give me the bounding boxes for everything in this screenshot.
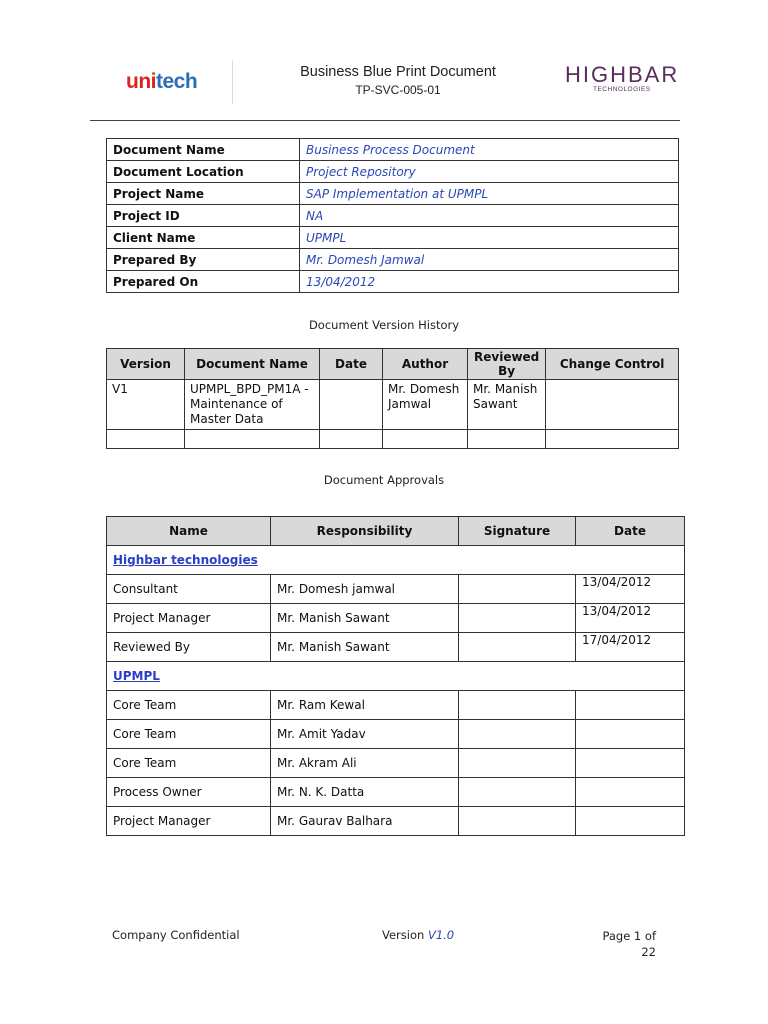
approver-name: Mr. Gaurav Balhara <box>271 807 459 836</box>
empty-cell <box>546 430 679 449</box>
group-link-upmpl[interactable]: UPMPL <box>107 662 685 691</box>
approver-name: Mr. Amit Yadav <box>271 720 459 749</box>
empty-cell <box>107 430 185 449</box>
author-line: Mr. Domesh <box>388 382 460 396</box>
approver-name: Mr. Domesh jamwal <box>271 575 459 604</box>
empty-row <box>107 430 679 449</box>
approver-role: Project Manager <box>107 807 271 836</box>
info-value: Project Repository <box>300 161 679 183</box>
group-link-highbar[interactable]: Highbar technologies <box>107 546 685 575</box>
approval-date <box>576 720 685 749</box>
document-name-line: Master Data <box>190 412 264 426</box>
footer-version <box>382 928 454 942</box>
reviewer-line: Sawant <box>473 397 518 411</box>
highbar-logo-tagline: TECHNOLOGIES <box>593 86 651 93</box>
version-cell: V1 <box>107 380 185 430</box>
info-row <box>107 183 679 205</box>
approver-role: Process Owner <box>107 778 271 807</box>
signature-cell <box>459 633 576 662</box>
version-history-table <box>106 348 679 449</box>
highbar-logo <box>565 62 680 100</box>
version-row <box>107 380 679 430</box>
footer-version-value: V1.0 <box>427 928 455 942</box>
approver-name: Mr. Manish Sawant <box>271 633 459 662</box>
reviewer-line: Mr. Manish <box>473 382 538 396</box>
document-title: Business Blue Print Document <box>300 64 496 80</box>
approval-date <box>576 691 685 720</box>
header-divider <box>90 120 680 121</box>
document-info-table <box>106 138 679 293</box>
col-header-reviewed-by: Reviewed By <box>468 349 546 380</box>
info-value: UPMPL <box>300 227 679 249</box>
signature-cell <box>459 604 576 633</box>
info-key: Document Name <box>107 139 300 161</box>
group-row <box>107 546 685 575</box>
col-header-responsibility: Responsibility <box>271 517 459 546</box>
info-row <box>107 227 679 249</box>
document-name-cell <box>185 380 320 430</box>
approval-row <box>107 720 685 749</box>
col-header-document-name: Document Name <box>185 349 320 380</box>
empty-cell <box>320 430 383 449</box>
reviewer-cell <box>468 380 546 430</box>
info-row <box>107 205 679 227</box>
signature-cell <box>459 575 576 604</box>
info-value: Business Process Document <box>300 139 679 161</box>
approval-date <box>576 749 685 778</box>
footer-page-line: Page 1 of <box>602 929 656 943</box>
col-header-name: Name <box>107 517 271 546</box>
approval-row <box>107 749 685 778</box>
approvals-table <box>106 516 685 836</box>
unitech-logo <box>108 60 233 104</box>
info-key: Prepared By <box>107 249 300 271</box>
approval-date: 13/04/2012 <box>576 575 685 604</box>
approval-date <box>576 807 685 836</box>
date-cell <box>320 380 383 430</box>
approvals-caption: Document Approvals <box>323 473 445 487</box>
info-value: Mr. Domesh Jamwal <box>300 249 679 271</box>
footer-page-line: 22 <box>641 945 656 959</box>
change-control-cell <box>546 380 679 430</box>
info-value: NA <box>300 205 679 227</box>
version-header-row <box>107 349 679 380</box>
info-key: Client Name <box>107 227 300 249</box>
approver-role: Project Manager <box>107 604 271 633</box>
info-row <box>107 139 679 161</box>
approver-name: Mr. N. K. Datta <box>271 778 459 807</box>
approval-date <box>576 778 685 807</box>
col-header-date: Date <box>576 517 685 546</box>
author-line: Jamwal <box>388 397 432 411</box>
highbar-logo-name: HIGHBAR <box>565 62 680 87</box>
approver-name: Mr. Manish Sawant <box>271 604 459 633</box>
info-value: 13/04/2012 <box>300 271 679 293</box>
empty-cell <box>468 430 546 449</box>
info-value: SAP Implementation at UPMPL <box>300 183 679 205</box>
document-name-line: Maintenance of <box>190 397 283 411</box>
logo-part-uni: uni <box>126 70 156 93</box>
approval-date: 17/04/2012 <box>576 633 685 662</box>
info-key: Document Location <box>107 161 300 183</box>
signature-cell <box>459 720 576 749</box>
approvals-header-row <box>107 517 685 546</box>
approver-role: Core Team <box>107 720 271 749</box>
approver-role: Core Team <box>107 749 271 778</box>
col-header-author: Author <box>383 349 468 380</box>
footer-confidential: Company Confidential <box>112 928 240 942</box>
document-code: TP-SVC-005-01 <box>355 83 441 97</box>
footer-page-number <box>590 928 656 960</box>
approval-row <box>107 778 685 807</box>
approver-role: Core Team <box>107 691 271 720</box>
approval-row <box>107 633 685 662</box>
approval-row <box>107 807 685 836</box>
approval-row <box>107 691 685 720</box>
empty-cell <box>185 430 320 449</box>
col-header-version: Version <box>107 349 185 380</box>
col-header-change-control: Change Control <box>546 349 679 380</box>
info-row <box>107 161 679 183</box>
info-key: Project ID <box>107 205 300 227</box>
author-cell <box>383 380 468 430</box>
info-row <box>107 249 679 271</box>
approver-name: Mr. Ram Kewal <box>271 691 459 720</box>
approver-role: Consultant <box>107 575 271 604</box>
signature-cell <box>459 778 576 807</box>
info-row <box>107 271 679 293</box>
version-history-caption: Document Version History <box>308 318 460 332</box>
col-header-signature: Signature <box>459 517 576 546</box>
approver-role: Reviewed By <box>107 633 271 662</box>
signature-cell <box>459 807 576 836</box>
group-row <box>107 662 685 691</box>
approval-row <box>107 604 685 633</box>
approver-name: Mr. Akram Ali <box>271 749 459 778</box>
logo-part-tech: tech <box>156 70 198 93</box>
info-key: Project Name <box>107 183 300 205</box>
empty-cell <box>383 430 468 449</box>
col-header-date: Date <box>320 349 383 380</box>
signature-cell <box>459 749 576 778</box>
approval-date: 13/04/2012 <box>576 604 685 633</box>
approval-row <box>107 575 685 604</box>
footer-version-label: Version <box>382 928 425 942</box>
signature-cell <box>459 691 576 720</box>
info-key: Prepared On <box>107 271 300 293</box>
document-name-line: UPMPL_BPD_PM1A - <box>190 382 309 396</box>
